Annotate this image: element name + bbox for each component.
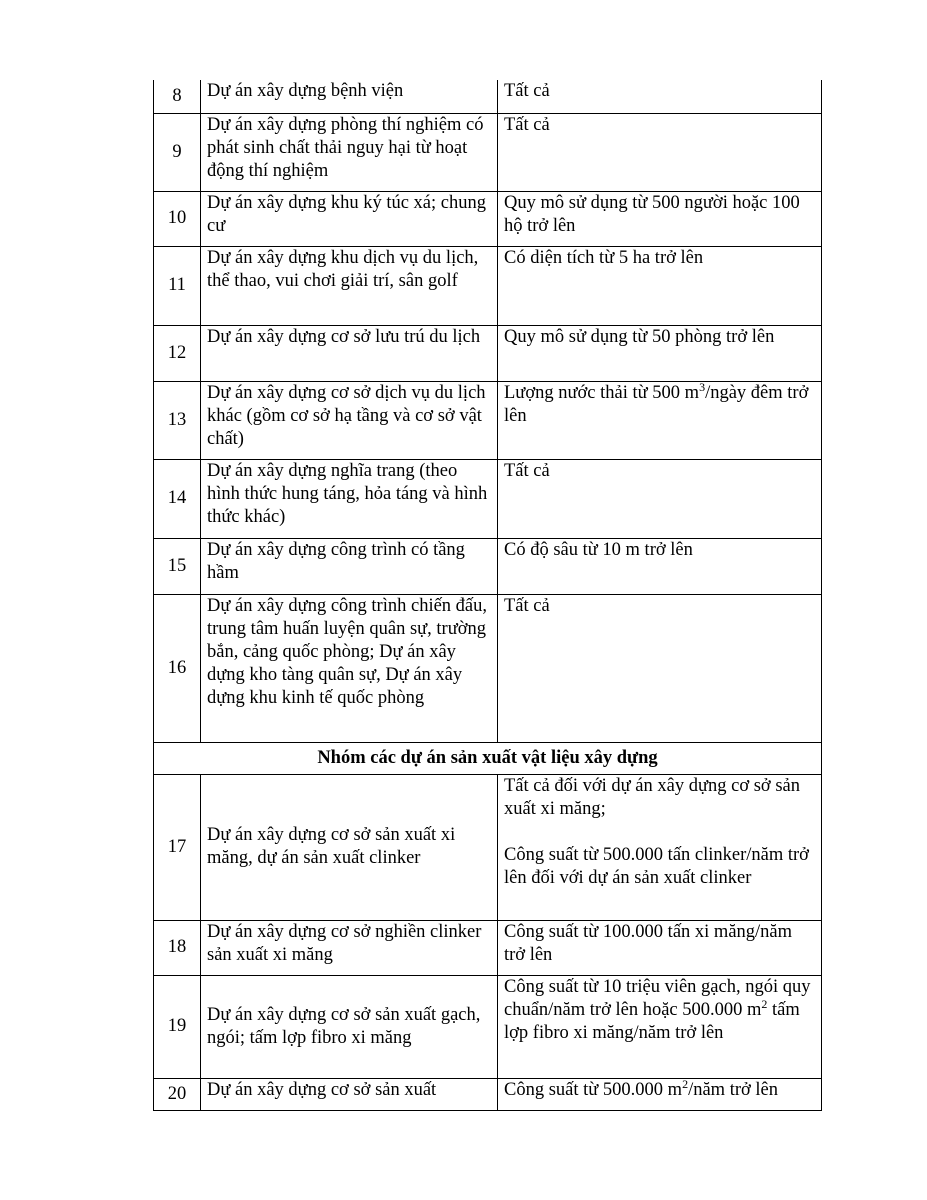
- row-number: 10: [154, 191, 201, 246]
- group-header: Nhóm các dự án sản xuất vật liệu xây dựng: [154, 742, 822, 774]
- project-name: Dự án xây dựng phòng thí nghiệm có phát sinh chất thải nguy hại từ hoạt động thí nghiệm: [201, 113, 498, 191]
- project-scale: Tất cả: [498, 113, 822, 191]
- table-row: [154, 325, 822, 381]
- project-scale: Công suất từ 10 triệu viên gạch, ngói quy chuẩn/năm trở lên hoặc 500.000 $m^2$ tấm lợp fibro xi măng/năm trở lên: [498, 975, 822, 1078]
- project-scale: Có độ sâu từ 10 m trở lên: [498, 538, 822, 594]
- row-number: 12: [154, 325, 201, 381]
- table-row: [154, 538, 822, 594]
- row-number: 19: [154, 975, 201, 1078]
- project-scale: Tất cả: [498, 459, 822, 538]
- table-row: [154, 1078, 822, 1110]
- project-scale: Tất cả: [498, 80, 822, 113]
- project-name: Dự án xây dựng cơ sở sản xuất xi măng, dự án sản xuất clinker: [201, 774, 498, 920]
- project-scale: Công suất từ 100.000 tấn xi măng/năm trở lên: [498, 920, 822, 975]
- project-name: Dự án xây dựng công trình có tầng hầm: [201, 538, 498, 594]
- table-row: [154, 191, 822, 246]
- project-name: Dự án xây dựng công trình chiến đấu, trung tâm huấn luyện quân sự, trường bắn, cảng quốc phòng; Dự án xây dựng kho tàng quân sự, Dự án xây dựng khu kinh tế quốc phòng: [201, 594, 498, 742]
- project-table: [153, 80, 822, 1111]
- group-header-row: [154, 742, 822, 774]
- project-name: Dự án xây dựng cơ sở sản xuất gạch, ngói; tấm lợp fibro xi măng: [201, 975, 498, 1078]
- project-name: Dự án xây dựng bệnh viện: [201, 80, 498, 113]
- table-row: [154, 113, 822, 191]
- table-row: [154, 80, 822, 113]
- table-row: [154, 975, 822, 1078]
- project-name: Dự án xây dựng nghĩa trang (theo hình thức hung táng, hỏa táng và hình thức khác): [201, 459, 498, 538]
- row-number: 20: [154, 1078, 201, 1110]
- project-scale: Quy mô sử dụng từ 500 người hoặc 100 hộ trở lên: [498, 191, 822, 246]
- project-name: Dự án xây dựng cơ sở nghiền clinker sản xuất xi măng: [201, 920, 498, 975]
- project-name: Dự án xây dựng cơ sở dịch vụ du lịch khác (gồm cơ sở hạ tầng và cơ sở vật chất): [201, 381, 498, 459]
- row-number: 11: [154, 246, 201, 325]
- row-number: 18: [154, 920, 201, 975]
- project-name: Dự án xây dựng khu dịch vụ du lịch, thể thao, vui chơi giải trí, sân golf: [201, 246, 498, 325]
- table-row: [154, 920, 822, 975]
- table-row: [154, 246, 822, 325]
- project-scale: Quy mô sử dụng từ 50 phòng trở lên: [498, 325, 822, 381]
- row-number: 14: [154, 459, 201, 538]
- row-number: 16: [154, 594, 201, 742]
- row-number: 17: [154, 774, 201, 920]
- project-name: Dự án xây dựng cơ sở lưu trú du lịch: [201, 325, 498, 381]
- row-number: 13: [154, 381, 201, 459]
- table-row: [154, 381, 822, 459]
- row-number: 9: [154, 113, 201, 191]
- project-scale: Công suất từ 500.000 $m^2$/năm trở lên: [498, 1078, 822, 1110]
- row-number: 8: [154, 80, 201, 113]
- table-row: [154, 774, 822, 920]
- project-scale: Tất cả: [498, 594, 822, 742]
- project-scale: Có diện tích từ 5 ha trở lên: [498, 246, 822, 325]
- project-scale: Lượng nước thải từ 500 $m^3$/ngày đêm trở lên: [498, 381, 822, 459]
- row-number: 15: [154, 538, 201, 594]
- project-name: Dự án xây dựng khu ký túc xá; chung cư: [201, 191, 498, 246]
- project-name: Dự án xây dựng cơ sở sản xuất: [201, 1078, 498, 1110]
- table-row: [154, 459, 822, 538]
- project-scale: Tất cả đối với dự án xây dựng cơ sở sản xuất xi măng; Công suất từ 500.000 tấn clinker/năm trở lên đối với dự án sản xuất clinker: [498, 774, 822, 920]
- table-row: [154, 594, 822, 742]
